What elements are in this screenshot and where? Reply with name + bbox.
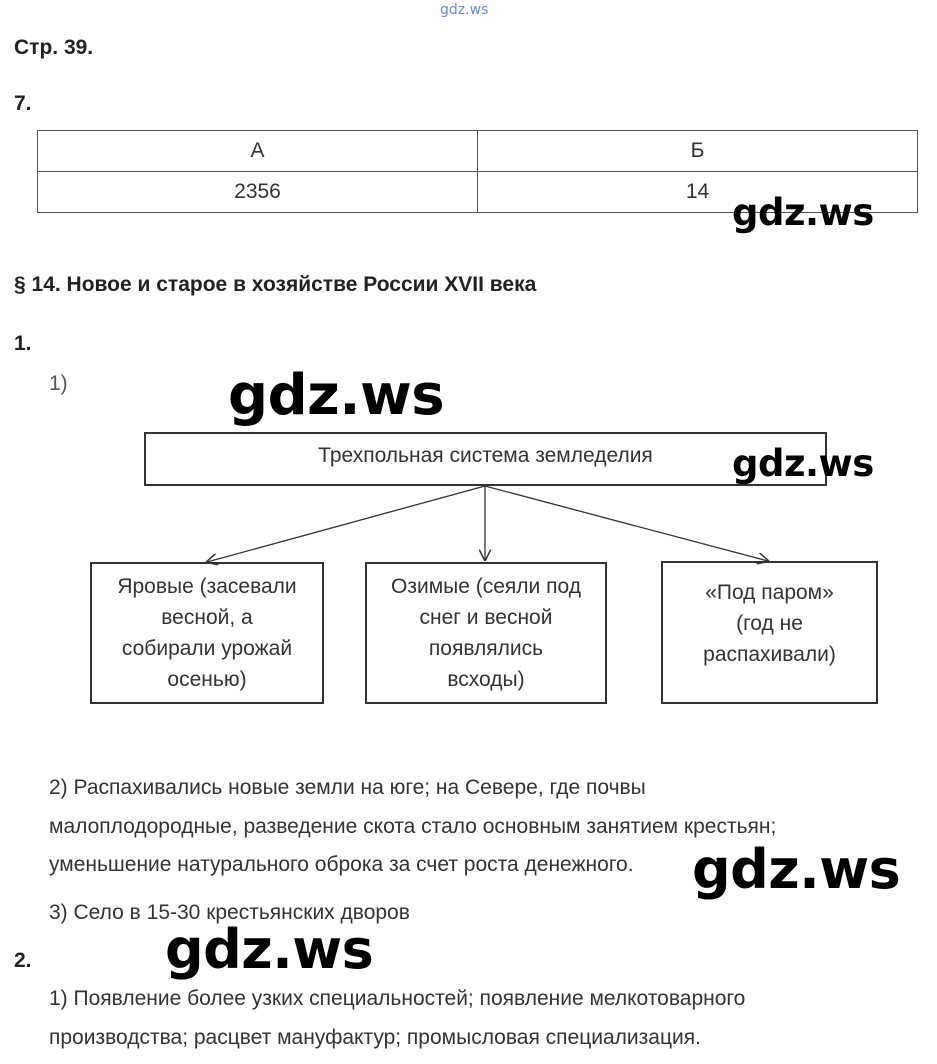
- box-line: «Под паром»: [705, 581, 834, 604]
- watermark: gdz.ws: [732, 191, 874, 234]
- subtask-1-label: 1): [49, 372, 68, 395]
- section-title: § 14. Новое и старое в хозяйстве России XVII века: [14, 273, 537, 296]
- task-2-number: 2.: [14, 949, 32, 972]
- watermark: gdz.ws: [165, 918, 374, 981]
- arrow-right: [485, 486, 768, 561]
- arrow-left: [207, 486, 485, 562]
- watermark: gdz.ws: [692, 838, 901, 901]
- task-7-number: 7.: [14, 92, 32, 115]
- diagram-child-box-fallow: [661, 561, 878, 704]
- box-line: собирали урожай: [121, 637, 293, 660]
- diagram-child-box-spring: [90, 562, 324, 704]
- box-line: Озимые (сеяли под: [391, 575, 581, 598]
- box-line: появлялись: [428, 637, 544, 660]
- watermark: gdz.ws: [228, 363, 445, 428]
- box-line: Яровые (засевали: [117, 575, 297, 598]
- subtask-3-text: 3) Село в 15-30 крестьянских дворов: [49, 901, 410, 924]
- table-header-cell: А: [38, 131, 478, 172]
- page-reference: Стр. 39.: [14, 36, 94, 59]
- text-line: 1) Появление более узких специальностей; появление мелкотоварного: [49, 987, 746, 1010]
- text-line: уменьшение натурального оброка за счет роста денежного.: [49, 853, 634, 876]
- task-1-number: 1.: [14, 332, 32, 355]
- table-cell: 2356: [38, 172, 478, 213]
- box-line: весной, а: [161, 606, 253, 629]
- watermark-top: gdz.ws: [440, 2, 489, 18]
- box-line: осенью): [167, 668, 247, 691]
- diagram-root-label: Трехпольная система земледелия: [318, 443, 653, 467]
- diagram-child-box-winter: [365, 562, 607, 704]
- text-line: малоплодородные, разведение скота стало основным занятием крестьян;: [49, 814, 777, 838]
- text-line: производства; расцвет мануфактур; промысловая специализация.: [49, 1025, 701, 1049]
- subtask-2-text: [49, 769, 776, 885]
- box-line: снег и весной: [419, 606, 553, 629]
- table-header-cell: Б: [478, 131, 918, 172]
- text-line: 2) Распахивались новые земли на юге; на Севере, где почвы: [49, 776, 646, 799]
- box-line: всходы): [447, 668, 525, 691]
- box-line: распахивали): [703, 643, 836, 666]
- box-line: (год не: [736, 612, 803, 635]
- table-cell: 14: [478, 172, 918, 213]
- watermark: gdz.ws: [732, 442, 874, 485]
- task-2-subtask-1-text: [49, 980, 745, 1057]
